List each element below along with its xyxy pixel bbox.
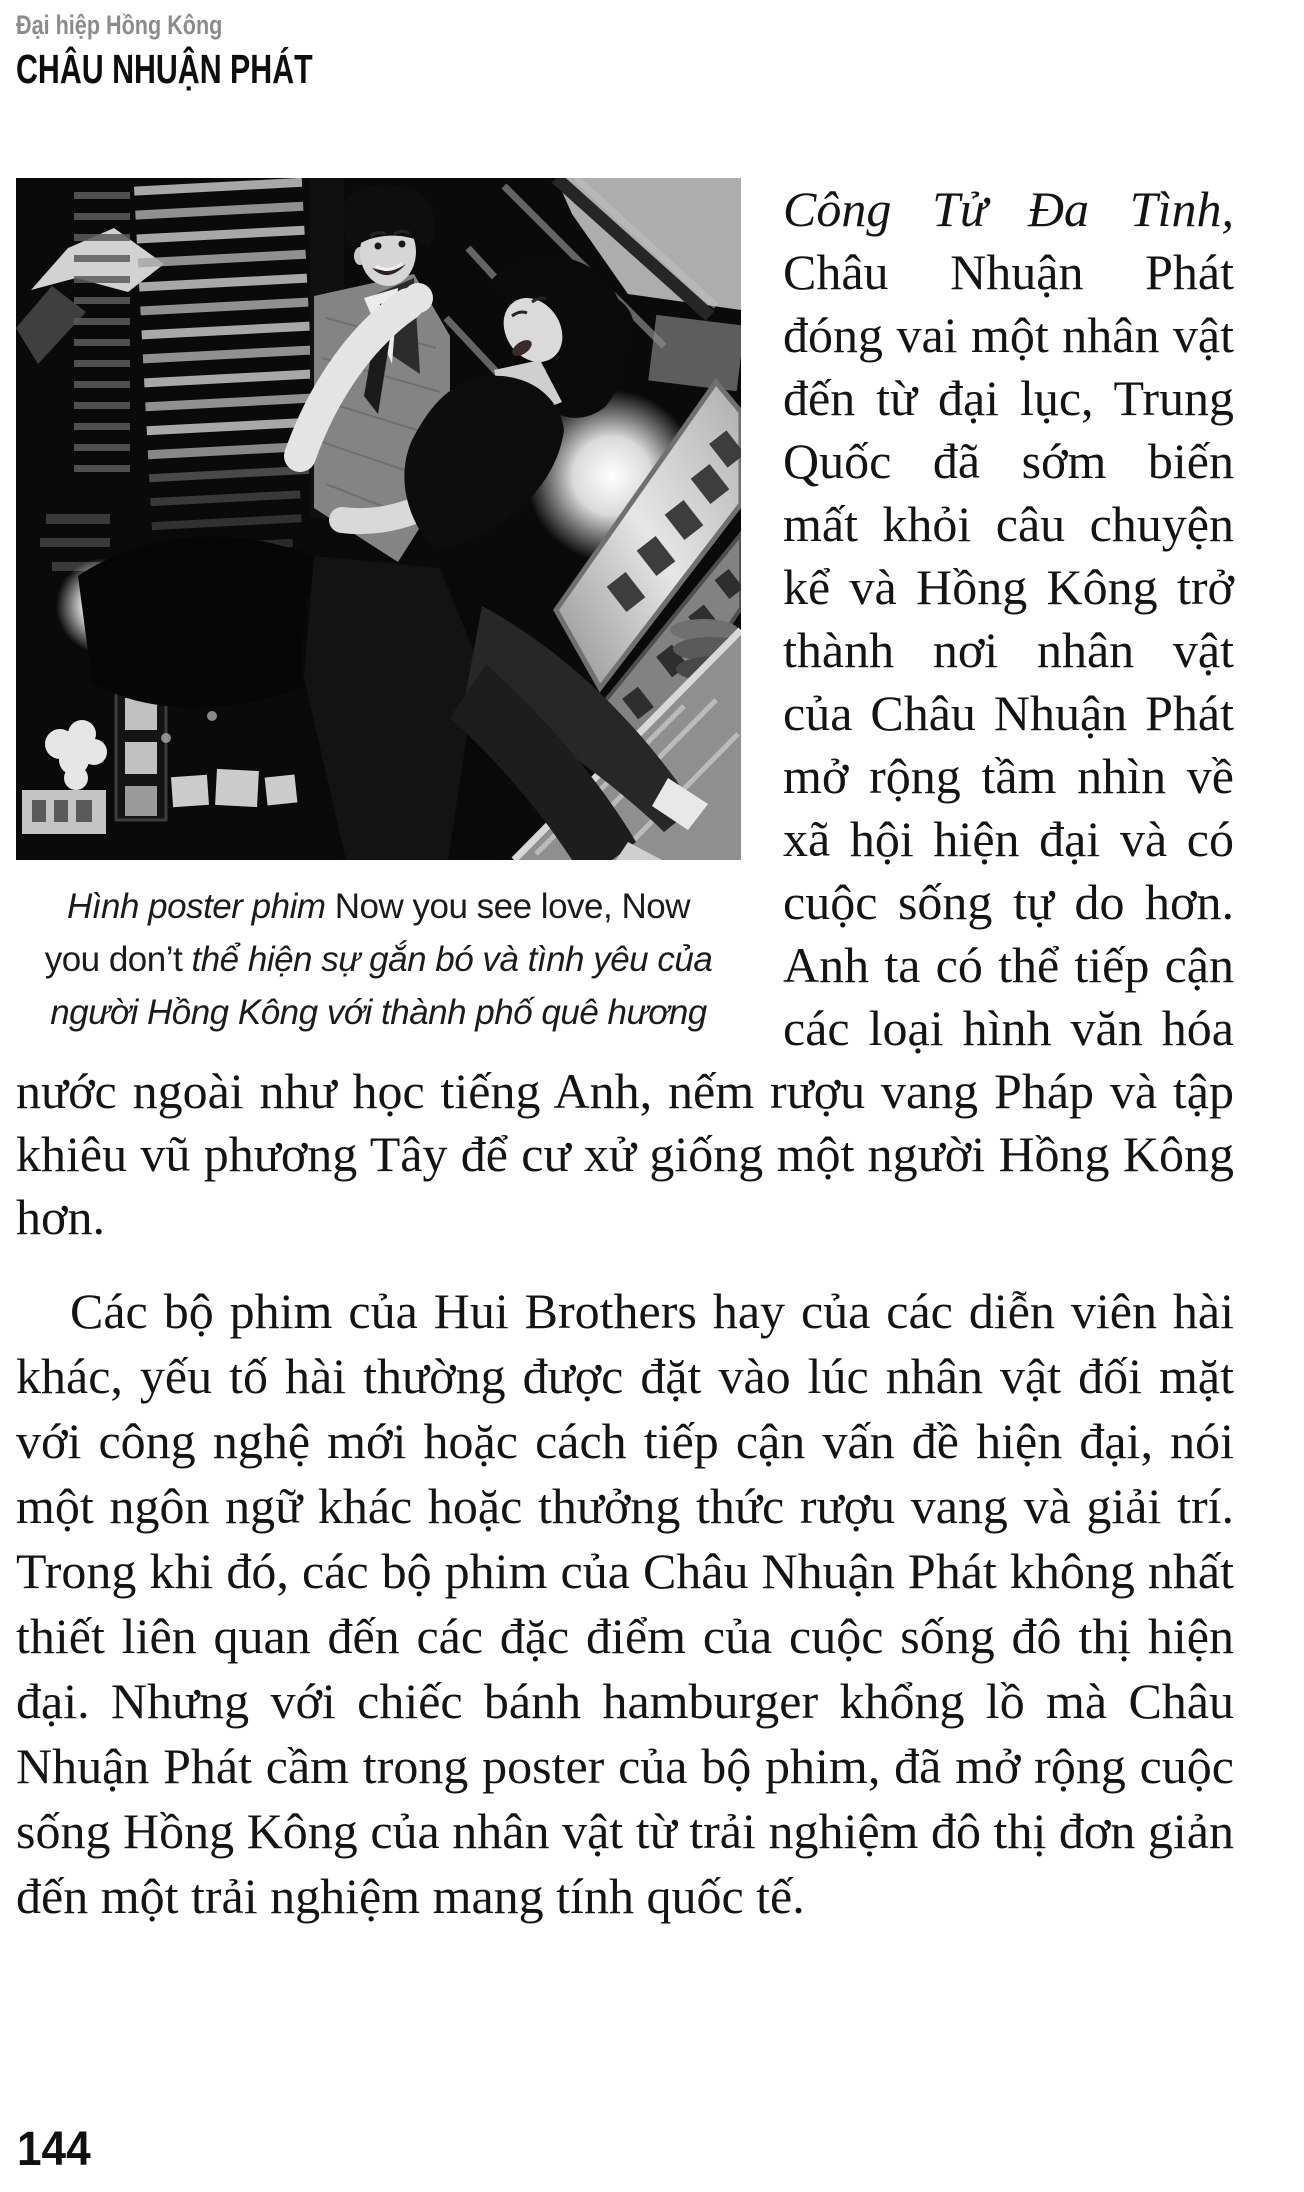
poster-figure	[16, 178, 741, 1039]
caption-film-title: Now you see love, Now you don’t	[44, 887, 690, 979]
body-paragraph-2: Các bộ phim của Hui Brothers hay của các diễn viên hài khác, yếu tố hài thường được đặt vào lúc nhân vật đối mặt với công nghệ mới hoặc cách tiếp cận vấn đề hiện đại, nói một ngôn ngữ khác hoặc thưởng thức rượu vang và giải trí. Trong khi đó, các bộ phim của Châu Nhuận Phát không nhất thiết liên quan đến các đặc điểm của cuộc sống đô thị hiện đại. Nhưng với chiếc bánh hamburger khổng lồ mà Châu Nhuận Phát cầm trong poster của bộ phim, đã mở rộng cuộc sống Hồng Kông của nhân vật từ trải nghiệm đô thị đơn giản đến một trải nghiệm mang tính quốc tế.	[16, 1283, 1234, 1924]
paragraph-1-text: Châu Nhuận Phát đóng vai một nhân vật đến từ đại lục, Trung Quốc đã sớm biến mất khỏi câu chuyện kể và Hồng Kông trở thành nơi nhân vật của Châu Nhuận Phát mở rộng tầm nhìn về xã hội hiện đại và có cuộc sống tự do hơn. Anh ta có thể tiếp cận các loại hình văn hóa nước ngoài như học tiếng Anh, nếm rượu vang Pháp và tập khiêu vũ phương Tây để cư xử giống một người Hồng Kông hơn.	[16, 244, 1234, 1245]
page-header	[16, 8, 1234, 178]
photo-caption	[16, 880, 741, 1039]
page-number: 144	[17, 2123, 91, 2176]
white-signboard	[22, 790, 106, 834]
movie-poster-photo	[16, 178, 741, 860]
caption-tail: thể hiện sự gắn bó và tình yêu của người Hồng Kông với thành phố quê hương	[50, 940, 713, 1032]
caption-lead: Hình poster phim	[67, 887, 335, 926]
series-kicker: Đại hiệp Hồng Kông	[16, 10, 223, 40]
film-title-inline: Công Tử Đa Tình,	[783, 181, 1234, 237]
article-body	[16, 178, 1234, 1929]
chapter-title: CHÂU NHUẬN PHÁT	[16, 46, 313, 92]
